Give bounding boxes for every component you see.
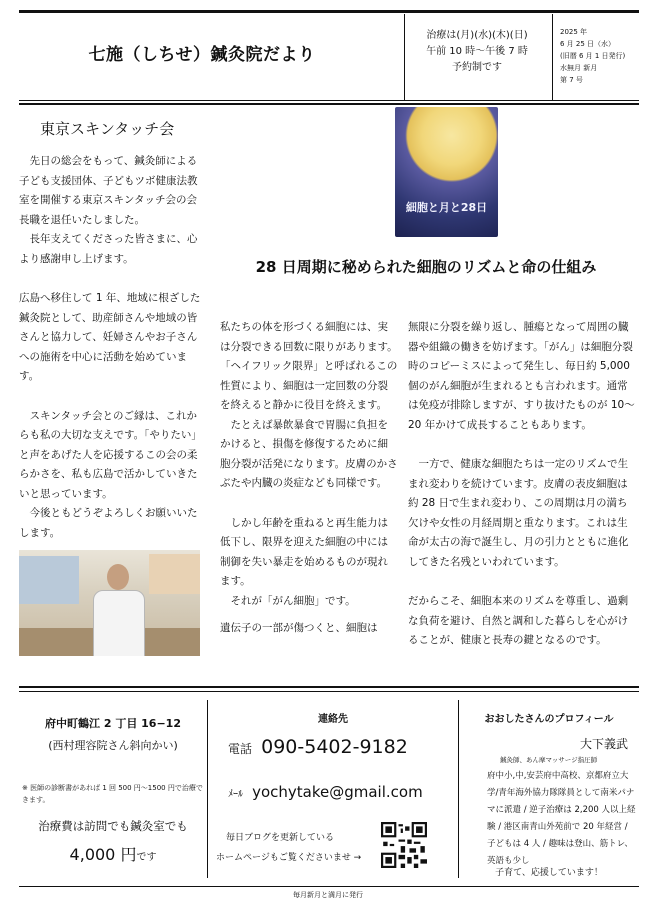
photo-shelf <box>19 556 79 604</box>
profile-role: 鍼灸師、あん摩マッサージ指圧師 <box>500 756 598 764</box>
visit-fee-suffix: です <box>136 852 157 863</box>
phone-label: 電話 <box>228 742 253 756</box>
blog-line-2: ホームページもご覧くださいませ → <box>216 853 362 863</box>
blog-line-1: 毎日ブログを更新している <box>226 833 335 843</box>
issue-year: 2025 年 <box>560 28 588 36</box>
footer-divider-1 <box>207 700 208 878</box>
blog-note[interactable] <box>216 828 381 868</box>
issue-old-calendar: (旧暦 6 月 1 日発行) <box>560 52 626 60</box>
footer-top-rule <box>19 686 639 688</box>
email <box>228 782 423 801</box>
article-c1-paragraph-1: 私たちの体を形づくる細胞には、実は分裂できる回数に限りがあります。「ヘイフリック限界」と呼ばれるこの性質により、細胞は一定回数の分裂を終えると静かに役目を終えます。 <box>220 321 398 411</box>
header-divider-2 <box>552 14 553 100</box>
hours-time: 午前 10 時〜午後 7 時 <box>426 46 528 57</box>
issue-number: 第 7 号 <box>560 76 583 84</box>
article-c2-paragraph-2: 一方で、健康な細胞たちは一定のリズムで生まれ変わりを続けています。皮膚の表皮細胞は約 28 日で生まれ変わり、この周期は月の満ち欠けや女性の月経周期と重なります。これは生命が太古の海で誕生し、月の引力とともに進化してきた名残といわれています。 <box>408 458 629 568</box>
photo-person-body <box>93 590 145 656</box>
article-c2-paragraph-1: 無限に分裂を繰り返し、腫瘍となって周囲の臓器や組織の働きを妨げます。「がん」は細胞分裂時のコピーミスによって発生し、毎日約 5,000 個のがん細胞が生まれるとも言われます。通常は免疫が排除しますが、すり抜けたものが 10〜20 年かけて成長することもあります。 <box>408 321 635 431</box>
profile-body: 府中小,中,安芸府中高校、京都府立大学/青年海外協力隊隊員として南米パナマに派遣 / 逆子治療は 2,200 人以上経験 / 港区南青山外苑前で 20 年経営 / 子どもは 4 人 / 趣味は登山、筋トレ、英語も少し <box>487 771 636 866</box>
insurance-note: ※ 医師の診断書があれば 1 回 500 円〜1500 円で治療できます。 <box>22 784 203 804</box>
clinic-address: 府中町鶴江 2 丁目 16−12 <box>45 717 181 730</box>
top-rule <box>19 10 639 13</box>
publish-note: 毎月新月と満月に発行 <box>293 891 363 899</box>
contact-heading: 連絡先 <box>318 714 348 725</box>
skintouch-heading: 東京スキンタッチ会 <box>40 120 175 138</box>
article-c2-paragraph-3: だからこそ、細胞本来のリズムを尊重し、過剰な負荷を避け、自然と調和した暮らしを心がけることが、健康と長寿の鍵となるのです。 <box>408 595 629 646</box>
skintouch-paragraph-3: スキンタッチ会とのご縁は、これからも私の大切な支えです。「やりたい」と声をあげた人を応援するこの会の柔らかさを、私も広島で活かしていきたいと思っています。 今後ともどうぞよろしくお願いいたします。 <box>19 409 202 539</box>
clinic-hours <box>404 28 550 76</box>
phone <box>228 736 408 758</box>
article-heading: 28 日周期に秘められた細胞のリズムと命の仕組み <box>255 258 597 276</box>
clinic-address-note: (西村理容院さん斜向かい) <box>48 739 178 752</box>
issue-date: 6 月 25 日（水） <box>560 40 616 48</box>
moon-image <box>395 107 498 237</box>
article-column-2 <box>408 318 636 651</box>
qr-code-modules <box>381 822 427 868</box>
header-bottom-rule <box>19 100 639 101</box>
clinic-photo <box>19 550 200 656</box>
skintouch-paragraph-2: 広島へ移住して 1 年、地域に根ざした鍼灸院として、助産師さんや地域の皆さんと協力して、妊婦さんやお子さんへの施術を中心に活動を始めています。 <box>19 292 201 382</box>
profile-closing: 子育て、応援しています！ <box>495 868 603 878</box>
article-c1-paragraph-3: しかし年齢を重ねると再生能力は低下し、限界を迎えた細胞の中には制御を失い暴走を始めるものが現れます。 それが「がん細胞」です。 <box>220 516 388 607</box>
qr-code[interactable] <box>381 822 427 868</box>
footer-divider-2 <box>458 700 459 878</box>
visit-fee-price: 4,000 円 <box>69 845 137 864</box>
header-bottom-rule-2 <box>19 103 639 105</box>
email-address[interactable]: yochytake@gmail.com <box>252 783 423 801</box>
skintouch-article <box>19 152 202 543</box>
footer-top-rule-2 <box>19 691 639 692</box>
article-column-1 <box>220 318 398 639</box>
hours-days: 治療は(月)(水)(木)(日) <box>426 30 528 41</box>
profile-name: 大下義武 <box>580 737 629 751</box>
email-label: ﾒｰﾙ <box>228 789 243 800</box>
profile-heading: おおしたさんのプロフィール <box>484 714 614 725</box>
moon-image-caption: 細胞と月と28日 <box>405 201 488 214</box>
photo-person-head <box>107 564 129 590</box>
article-c1-paragraph-4: 遺伝子の一部が傷つくと、細胞は <box>220 622 378 634</box>
photo-shelf-2 <box>149 554 200 594</box>
hours-note: 予約制です <box>452 62 502 73</box>
skintouch-paragraph-1: 先日の総会をもって、鍼灸師による子ども支援団体、子どもツボ健康法教室を開催する東京スキンタッチ会の会長職を退任いたしました。 長年支えてくださった皆さまに、心より感謝申し上げます。 <box>19 155 198 265</box>
footer-bottom-rule <box>19 886 639 887</box>
issue-info <box>560 26 650 86</box>
visit-fee <box>19 842 207 865</box>
phone-number[interactable]: 090-5402-9182 <box>261 736 408 758</box>
article-c1-paragraph-2: たとえば暴飲暴食で胃腸に負担をかけると、損傷を修復するために細胞分裂が活発になります。皮膚のかさぶたや内臓の炎症なども同様です。 <box>220 418 398 489</box>
visit-fee-label: 治療費は訪問でも鍼灸室でも <box>38 819 188 833</box>
issue-moon: 水無月 新月 <box>560 64 598 72</box>
newsletter-title: 七施（しちせ）鍼灸院だより <box>88 45 316 65</box>
